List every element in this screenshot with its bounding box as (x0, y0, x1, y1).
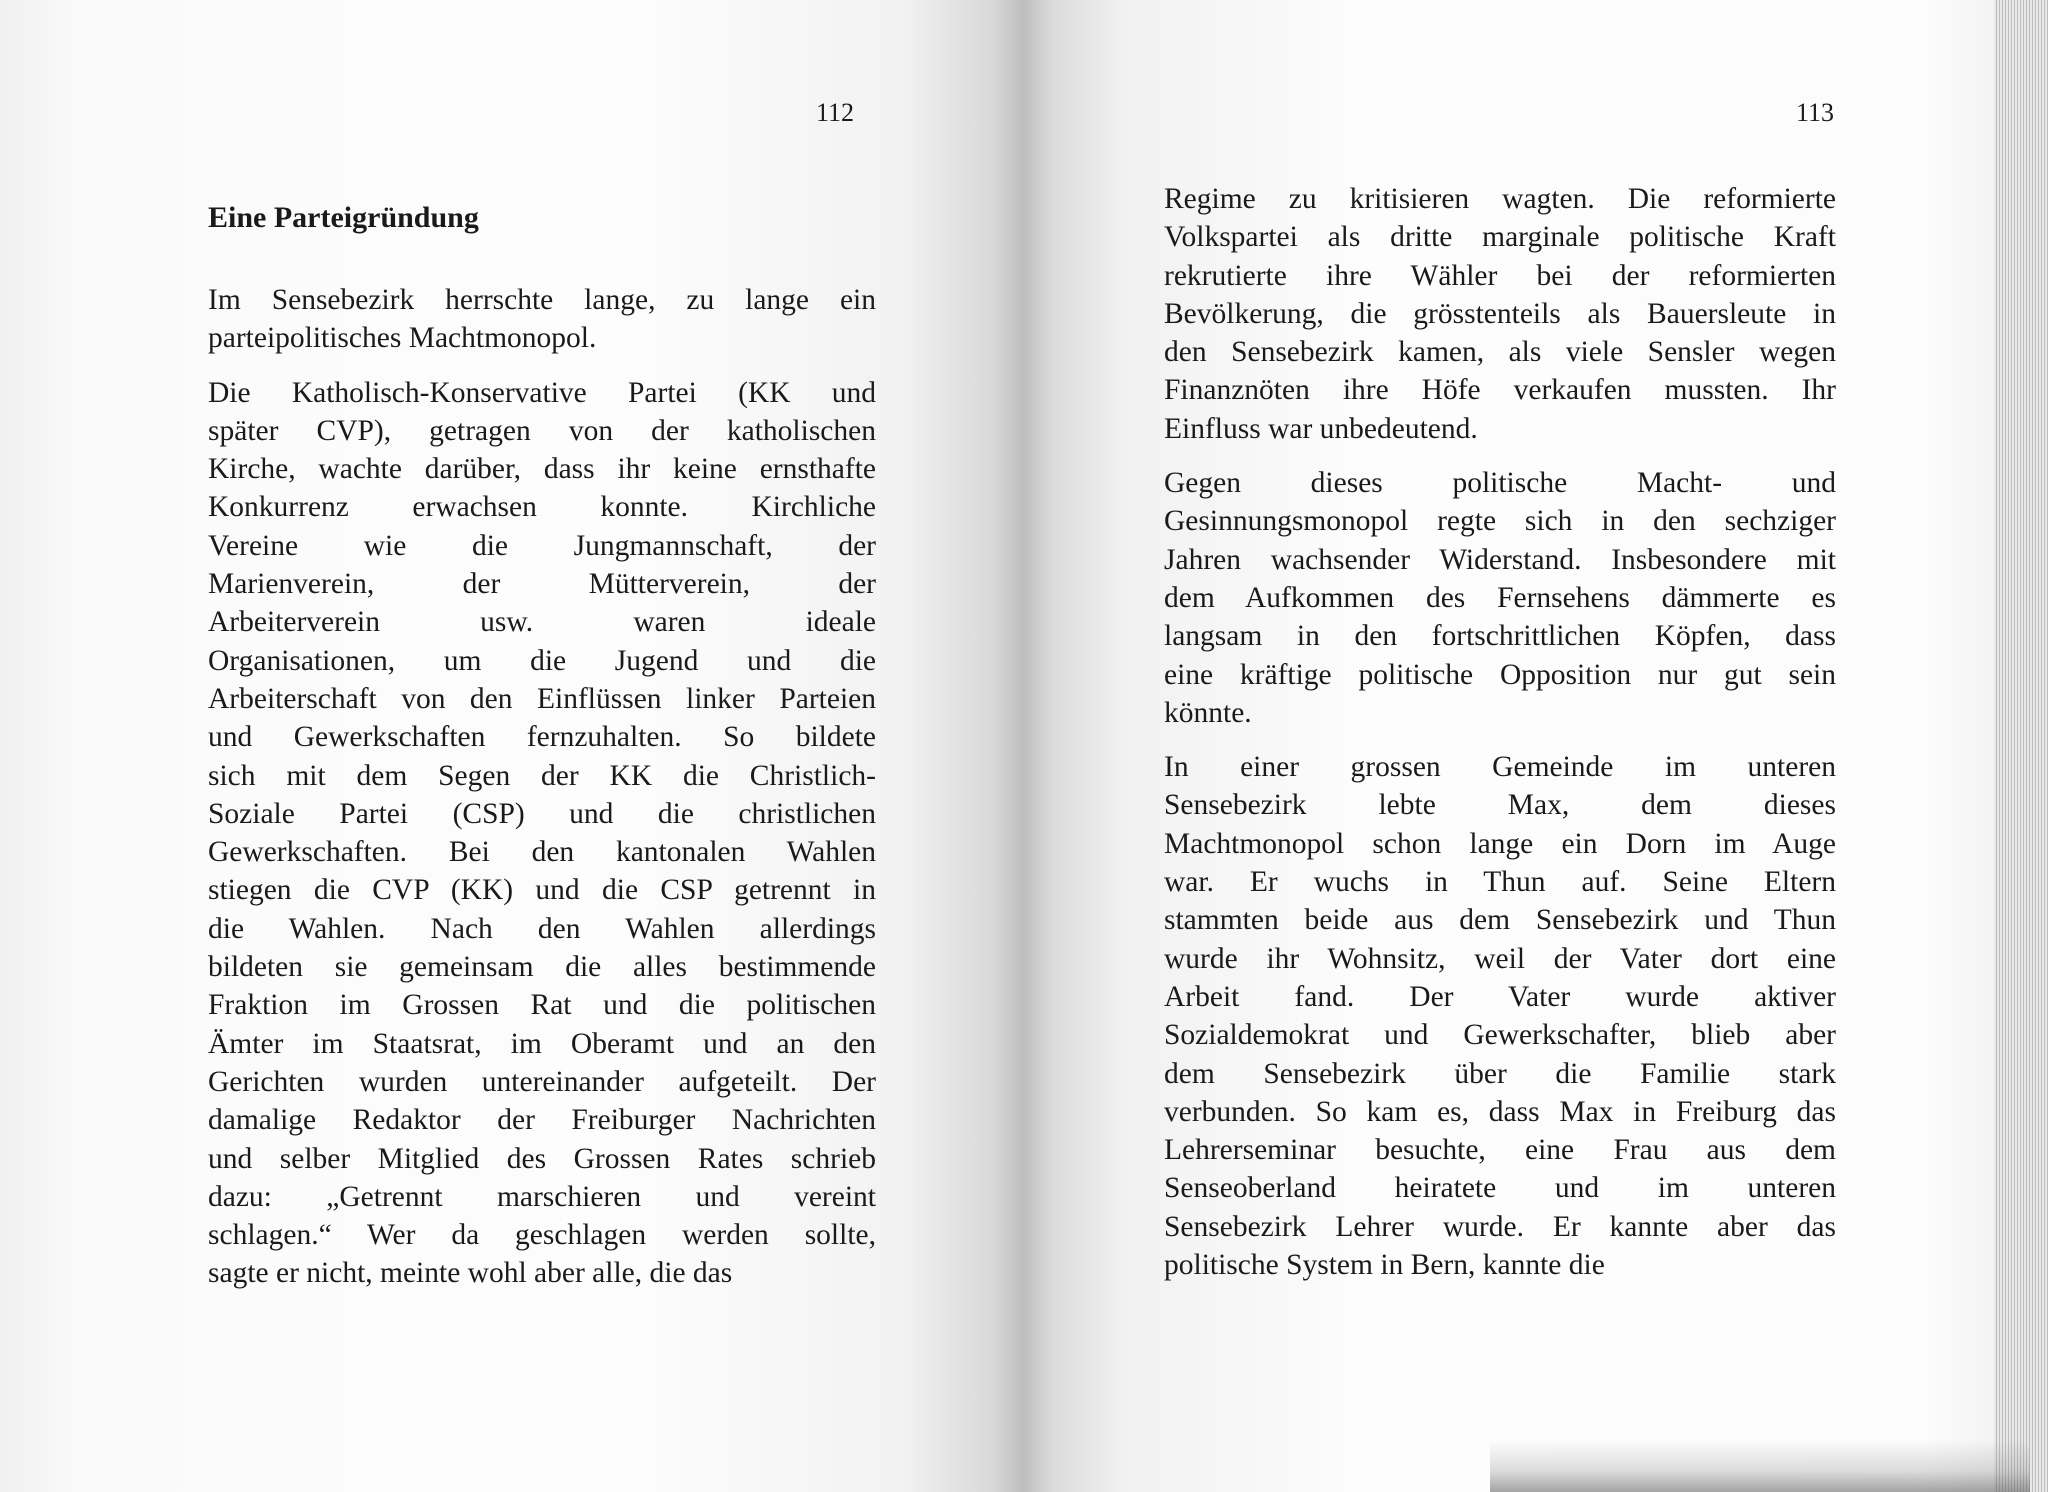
text-line: die Wahlen. Nach den Wahlen allerdings (208, 912, 876, 945)
text-line: Sensebezirk Lehrer wurde. Er kannte aber das (1164, 1210, 1836, 1243)
page-edges (1994, 0, 2048, 1492)
text-line: Vereine wie die Jungmannschaft, der (208, 529, 876, 562)
text-line: parteipolitisches Machtmonopol. (208, 322, 597, 355)
text-line: Marienverein, der Mütterverein, der (208, 568, 876, 601)
text-line: den Sensebezirk kamen, als viele Sensler wegen (1164, 336, 1836, 369)
text-line: dem Aufkommen des Fernsehens dämmerte es (1164, 581, 1836, 614)
text-line: Gesinnungsmonopol regte sich in den sechziger (1164, 505, 1836, 538)
text-line: Bevölkerung, die grösstenteils als Bauersleute in (1164, 297, 1836, 330)
text-line: dazu: „Getrennt marschieren und vereint (208, 1180, 876, 1213)
text-line: könnte. (1164, 696, 1252, 729)
text-line: Arbeiterverein usw. waren ideale (208, 606, 876, 639)
text-line: Ämter im Staatsrat, im Oberamt und an den (208, 1027, 876, 1060)
text-line: Im Sensebezirk herrschte lange, zu lange ein (208, 284, 876, 316)
text-line: Gegen dieses politische Macht- und (1164, 467, 1836, 500)
paragraph (1164, 748, 1836, 1284)
text-line: und selber Mitglied des Grossen Rates schrieb (208, 1142, 876, 1175)
text-line: Gewerkschaften. Bei den kantonalen Wahlen (208, 836, 876, 869)
text-line: Regime zu kritisieren wagten. Die reformierte (1164, 183, 1836, 215)
text-line: damalige Redaktor der Freiburger Nachrichten (208, 1104, 876, 1137)
text-line: wurde ihr Wohnsitz, weil der Vater dort eine (1164, 942, 1836, 975)
text-line: Sozialdemokrat und Gewerkschafter, blieb aber (1164, 1019, 1836, 1052)
text-line: Gerichten wurden untereinander aufgeteilt. Der (208, 1065, 876, 1098)
text-line: Jahren wachsender Widerstand. Insbesondere mit (1164, 543, 1836, 576)
left-text-column (208, 281, 876, 1309)
text-line: rekrutierte ihre Wähler bei der reformierten (1164, 259, 1836, 292)
paragraph (1164, 464, 1836, 732)
text-line: stiegen die CVP (KK) und die CSP getrennt in (208, 874, 876, 907)
text-line: bildeten sie gemeinsam die alles bestimmende (208, 951, 876, 984)
bottom-shadow (1490, 1440, 2030, 1492)
right-text-column (1164, 180, 1836, 1300)
text-line: langsam in den fortschrittlichen Köpfen, dass (1164, 620, 1836, 653)
text-line: sich mit dem Segen der KK die Christlich- (208, 759, 876, 792)
text-line: schlagen.“ Wer da geschlagen werden sollte, (208, 1219, 876, 1252)
text-line: verbunden. So kam es, dass Max in Freiburg das (1164, 1095, 1836, 1128)
text-line: Soziale Partei (CSP) und die christlichen (208, 797, 876, 830)
text-line: Volkspartei als dritte marginale politische Kraft (1164, 221, 1836, 254)
section-heading: Eine Parteigründung (208, 201, 479, 234)
page-number-left: 112 (816, 98, 855, 127)
text-line: dem Sensebezirk über die Familie stark (1164, 1057, 1836, 1090)
text-line: stammten beide aus dem Sensebezirk und Thun (1164, 904, 1836, 937)
text-line: später CVP), getragen von der katholischen (208, 414, 876, 447)
text-line: Arbeiterschaft von den Einflüssen linker Parteien (208, 682, 876, 715)
text-line: Organisationen, um die Jugend und die (208, 644, 876, 677)
text-line: Konkurrenz erwachsen konnte. Kirchliche (208, 491, 876, 524)
text-line: Lehrerseminar besuchte, eine Frau aus dem (1164, 1134, 1836, 1167)
text-line: In einer grossen Gemeinde im unteren (1164, 751, 1836, 784)
text-line: und Gewerkschaften fernzuhalten. So bildete (208, 721, 876, 754)
text-line: Kirche, wachte darüber, dass ihr keine ernsthafte (208, 453, 876, 486)
paragraph (208, 374, 876, 1293)
text-line: Fraktion im Grossen Rat und die politischen (208, 989, 876, 1022)
text-line: Sensebezirk lebte Max, dem dieses (1164, 789, 1836, 822)
text-line: Machtmonopol schon lange ein Dorn im Auge (1164, 827, 1836, 860)
text-line: war. Er wuchs in Thun auf. Seine Eltern (1164, 866, 1836, 899)
text-line: eine kräftige politische Opposition nur gut sein (1164, 658, 1836, 691)
text-line: politische System in Bern, kannte die (1164, 1249, 1605, 1282)
text-line: Arbeit fand. Der Vater wurde aktiver (1164, 980, 1836, 1013)
text-line: sagte er nicht, meinte wohl aber alle, die das (208, 1257, 733, 1290)
text-line: Die Katholisch-Konservative Partei (KK und (208, 376, 876, 409)
text-line: Einfluss war unbedeutend. (1164, 412, 1478, 445)
paragraph (208, 281, 876, 358)
text-line: Finanznöten ihre Höfe verkaufen mussten. Ihr (1164, 374, 1836, 407)
paragraph (1164, 180, 1836, 448)
page-number-right: 113 (1796, 98, 1835, 127)
text-line: Senseoberland heiratete und im unteren (1164, 1172, 1836, 1205)
